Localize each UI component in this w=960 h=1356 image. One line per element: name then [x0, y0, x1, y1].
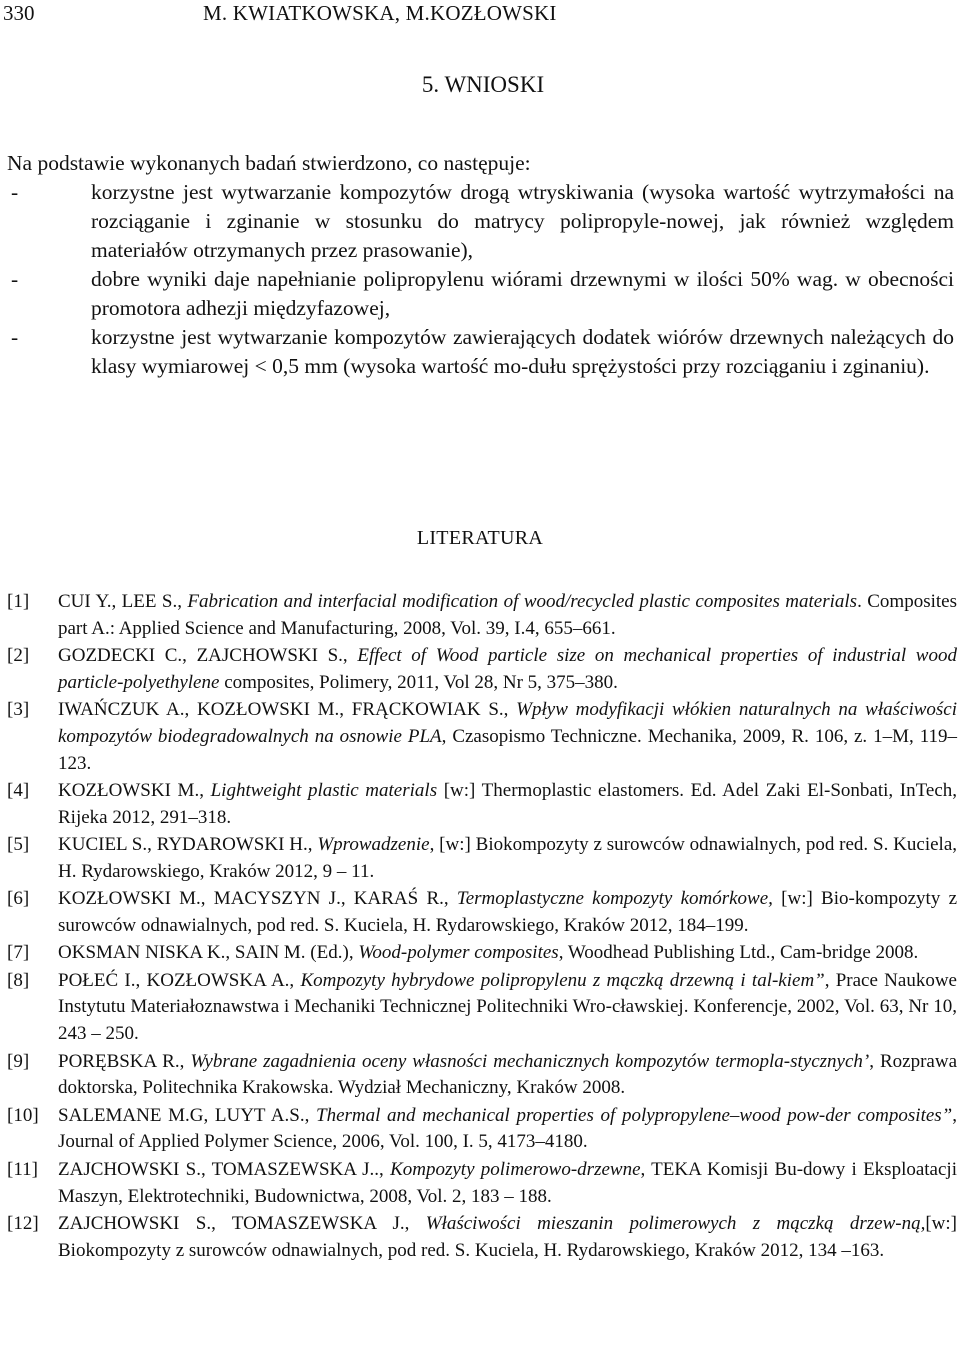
reference-title: Fabrication and interfacial modification of wood/recycled plastic composites materials [187, 591, 858, 612]
reference-item [7, 697, 957, 777]
reference-authors: IWAŃCZUK A., KOZŁOWSKI M., FRĄCKOWIAK S., [58, 699, 517, 721]
conclusion-text: korzystne jest wytwarzanie kompozytów drogą wtryskiwania (wysoka wartość wytrzymałości na rozciąganie i zginanie w stosunku do matrycy polipropyle-nowej, jak również względem materiałów otrzymanych przez prasowanie), [91, 180, 954, 262]
reference-title: Kompozyty hybrydowe polipropylenu z mączką drzewną i tal-kiem” [300, 969, 825, 991]
reference-number: [7] [7, 942, 30, 964]
reference-number: [1] [7, 591, 30, 612]
conclusions-block [7, 149, 954, 381]
reference-number: [3] [7, 699, 30, 721]
reference-item [7, 832, 957, 886]
running-header-authors: M. KWIATKOWSKA, M.KOZŁOWSKI [203, 1, 557, 25]
section-title: 5. WNIOSKI [421, 72, 545, 97]
reference-title: Kompozyty polimerowo-drzewne [390, 1158, 641, 1180]
reference-details: . Composites part A.: Applied Science and Manufacturing, 2008, Vol. 39, I.4, 655–661. [58, 591, 957, 639]
reference-details: , Prace Naukowe Instytutu Materiałoznawstwa i Mechaniki Technicznej Politechniki Wro-cławskiej. Konferencje, 2002, Vol. 63, Nr 10, 243 – 250. [58, 969, 957, 1045]
bullet-dash: - [11, 180, 19, 204]
reference-text [58, 643, 957, 697]
reference-title: Lightweight plastic materials [210, 780, 438, 802]
reference-text [58, 832, 957, 886]
section-heading [0, 72, 960, 98]
reference-text [58, 886, 957, 940]
conclusion-text: dobre wyniki daje napełnianie polipropylenu wiórami drzewnymi w ilości 50% wag. w obecności promotora adhezji międzyfazowej, [91, 267, 954, 320]
bullet-dash: - [11, 325, 19, 349]
reference-authors: GOZDECKI C., ZAJCHOWSKI S., [58, 645, 358, 667]
reference-details: , Rozprawa doktorska, Politechnika Krakowska. Wydział Mechaniczny, Kraków 2008. [58, 1050, 957, 1099]
reference-title: Wybrane zagadnienia oceny własności mechanicznych kompozytów termopla-stycznych’ [190, 1050, 870, 1072]
reference-authors: PORĘBSKA R., [58, 1050, 191, 1072]
reference-item [7, 1103, 957, 1157]
reference-text [58, 1157, 957, 1211]
reference-authors: KOZŁOWSKI M., MACYSZYN J., KARAŚ R., [58, 888, 457, 910]
reference-number: [8] [7, 969, 30, 991]
reference-item [7, 1211, 957, 1265]
reference-text [58, 940, 957, 967]
reference-title: Wpływ modyfikacji włókien naturalnych na właściwości kompozytów biodegradowalnych na osnowie PLA [58, 699, 957, 747]
reference-text [58, 697, 957, 777]
reference-text [58, 1211, 957, 1265]
reference-number: [10] [7, 1104, 39, 1126]
reference-item [7, 886, 957, 940]
reference-number: [5] [7, 834, 30, 856]
reference-details: , Czasopismo Techniczne. Mechanika, 2009, R. 106, z. 1–M, 119–123. [58, 725, 957, 774]
reference-text [58, 778, 957, 832]
reference-number: [11] [7, 1158, 38, 1180]
reference-title: Thermal and mechanical properties of polypropylene–wood pow-der composites” [316, 1104, 953, 1126]
reference-item [7, 1049, 957, 1103]
reference-title: Wprowadzenie [317, 834, 430, 856]
conclusions-intro: Na podstawie wykonanych badań stwierdzono, co następuje: [7, 151, 531, 175]
conclusion-item [7, 178, 954, 265]
reference-text [58, 968, 957, 1048]
reference-authors: ZAJCHOWSKI S., TOMASZEWSKA J.., [58, 1158, 391, 1180]
reference-item [7, 589, 957, 643]
reference-authors: KUCIEL S., RYDAROWSKI H., [58, 834, 318, 856]
reference-title: Właściwości mieszanin polimerowych z mączką drzew-ną, [425, 1212, 926, 1234]
reference-details: composites, Polimery, 2011, Vol 28, Nr 5, 375–380. [219, 671, 618, 693]
reference-number: [12] [7, 1212, 39, 1234]
reference-item [7, 643, 957, 697]
reference-item [7, 940, 957, 967]
reference-title: Effect of Wood particle size on mechanical properties of industrial wood particle-polyethylene [58, 645, 957, 693]
reference-list [7, 589, 957, 1265]
running-header [0, 0, 960, 40]
reference-item [7, 968, 957, 1048]
reference-text [58, 589, 957, 643]
reference-authors: KOZŁOWSKI M., [58, 780, 211, 802]
conclusion-item [7, 323, 954, 381]
reference-details: [w:] Bio-kompozyty z surowców odnawialnych, pod red. S. Kuciela, H. Rydarowskiego, Kraków 2012, 184–199. [58, 888, 958, 937]
literature-heading: LITERATURA [416, 527, 544, 549]
reference-item [7, 1157, 957, 1211]
reference-item [7, 778, 957, 832]
reference-details: [w:] Thermoplastic elastomers. Ed. Adel Zaki El-Sonbati, InTech, Rijeka 2012, 291–318. [58, 780, 958, 828]
reference-title: Termoplastyczne kompozyty komórkowe, [456, 888, 773, 910]
reference-details: [w:] Biokompozyty z surowców odnawialnych, pod red. S. Kuciela, H. Rydarowskiego, Kraków 2012, 134 –163. [58, 1212, 957, 1261]
page-number: 330 [3, 1, 35, 25]
reference-authors: ZAJCHOWSKI S., TOMASZEWSKA J., [58, 1212, 426, 1234]
reference-number: [4] [7, 780, 30, 802]
reference-details: , Journal of Applied Polymer Science, 2006, Vol. 100, I. 5, 4173–4180. [58, 1104, 957, 1153]
reference-details: , [w:] Biokompozyty z surowców odnawialnych, pod red. S. Kuciela, H. Rydarowskiego, Kraków 2012, 9 – 11. [58, 834, 957, 882]
reference-number: [9] [7, 1050, 30, 1072]
reference-text [58, 1103, 957, 1157]
reference-authors: SALEMANE M.G, LUYT A.S., [58, 1104, 316, 1126]
reference-details: , TEKA Komisji Bu-dowy i Eksploatacji Maszyn, Elektrotechniki, Budownictwa, 2008, Vol. 2, 183 – 188. [58, 1158, 957, 1207]
reference-details: , Woodhead Publishing Ltd., Cam-bridge 2008. [558, 942, 919, 964]
reference-text [58, 1049, 957, 1103]
reference-title: Wood-polymer composites [358, 942, 559, 964]
conclusion-text: korzystne jest wytwarzanie kompozytów zawierających dodatek wiórów drzewnych należących do klasy wymiarowej < 0,5 mm (wysoka wartość mo-dułu sprężystości przy rozciąganiu i zginaniu). [91, 325, 954, 378]
reference-authors: POŁEĆ I., KOZŁOWSKA A., [58, 969, 301, 991]
reference-number: [6] [7, 888, 30, 910]
reference-number: [2] [7, 645, 30, 667]
reference-authors: OKSMAN NISKA K., SAIN M. (Ed.), [58, 942, 359, 964]
conclusion-item [7, 265, 954, 323]
reference-authors: CUI Y., LEE S., [58, 591, 188, 612]
bullet-dash: - [11, 267, 19, 291]
